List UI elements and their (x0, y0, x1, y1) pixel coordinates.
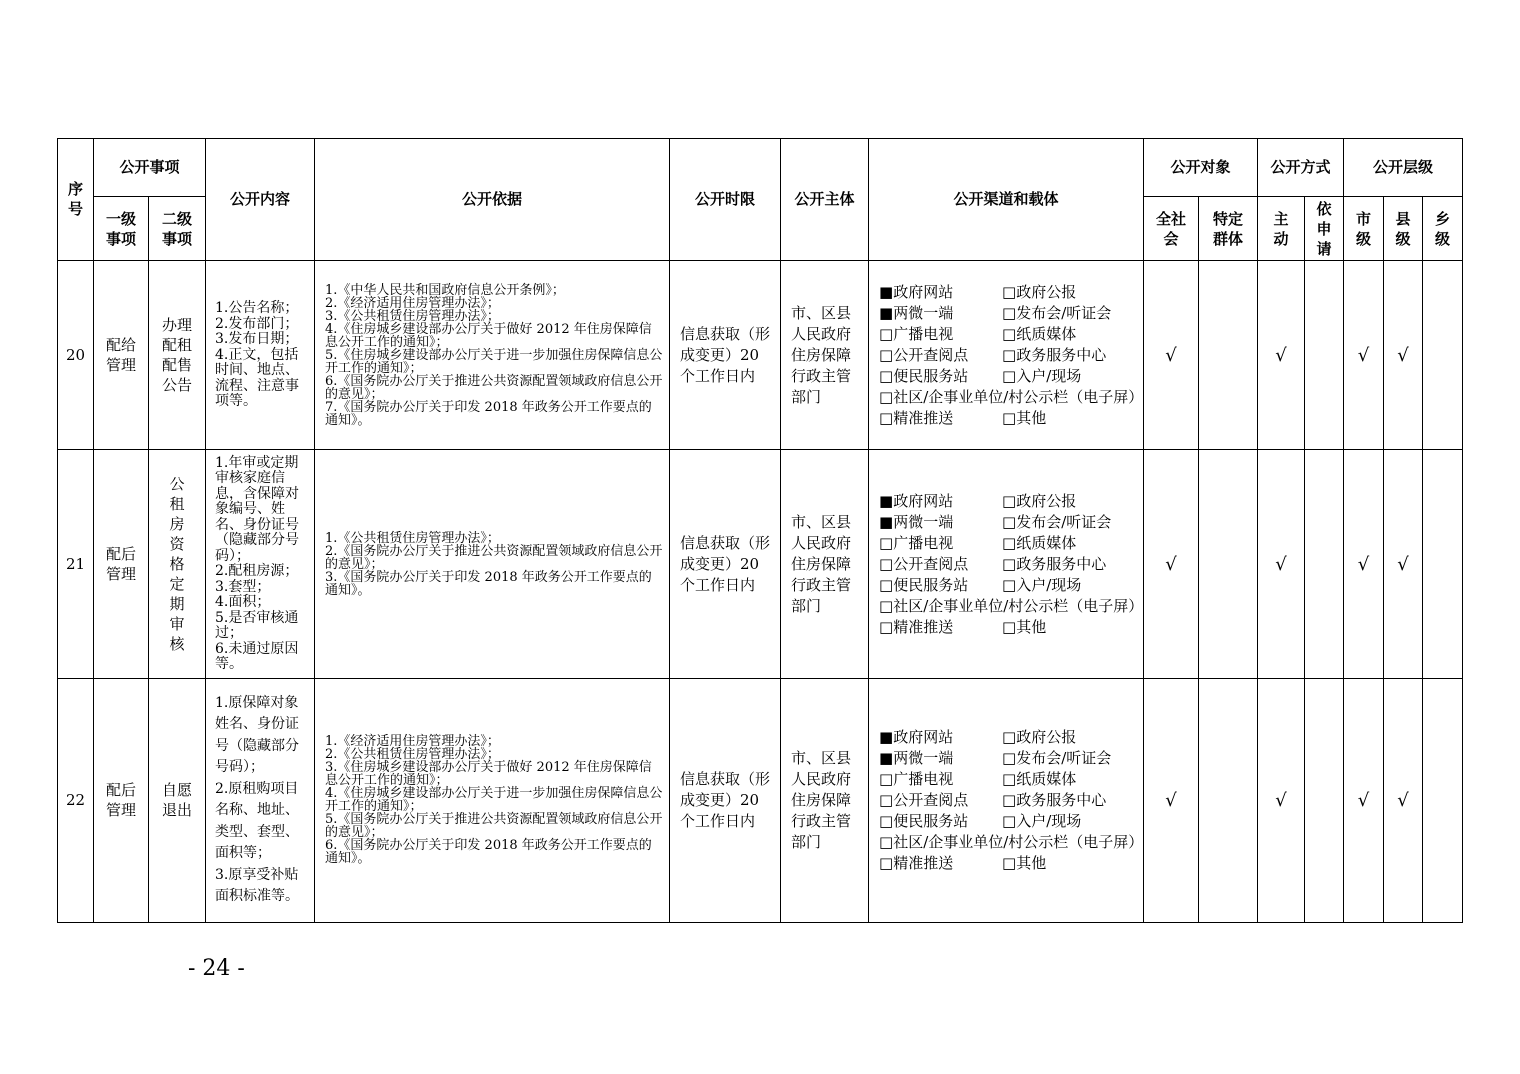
header-t-town: 乡级 (1423, 197, 1463, 261)
row-level2: 自愿退出 (149, 678, 206, 922)
check-t-town (1423, 450, 1463, 678)
header-aud-all: 全社会 (1144, 197, 1199, 261)
row-content: 1.年审或定期审核家庭信息，含保障对象编号、姓名、身份证号（隐藏部分号码）； 2.配租房源； 3.套型； 4.面积； 5.是否审核通过； 6.未通过原因等。 (206, 450, 315, 678)
check-t-town (1423, 678, 1463, 922)
check-t-city: √ (1344, 261, 1384, 450)
row-content: 1.原保障对象姓名、身份证号（隐藏部分号码）； 2.原租购项目名称、地址、类型、套型、面积等； 3.原享受补贴面积标准等。 (206, 678, 315, 922)
check-aud-all: √ (1144, 261, 1199, 450)
header-row-1 (58, 139, 1463, 197)
row-seq: 22 (58, 678, 94, 922)
row-subject: 市、区县人民政府住房保障行政主管部门 (781, 450, 869, 678)
check-aud-all: √ (1144, 450, 1199, 678)
check-m-request (1305, 678, 1344, 922)
row-subject: 市、区县人民政府住房保障行政主管部门 (781, 678, 869, 922)
check-t-county: √ (1384, 678, 1423, 922)
row-basis: 1.《公共租赁住房管理办法》； 2.《国务院办公厅关于推进公共资源配置领域政府信息公开的意见》； 3.《国务院办公厅关于印发 2018 年政务公开工作要点的通知》。 (315, 450, 670, 678)
row-level1: 配给管理 (94, 261, 149, 450)
row-seq: 20 (58, 261, 94, 450)
check-t-county: √ (1384, 261, 1423, 450)
header-m-request: 依申请 (1305, 197, 1344, 261)
header-matter: 公开事项 (94, 139, 206, 197)
header-content: 公开内容 (206, 139, 315, 261)
row-time-limit: 信息获取（形成变更）20个工作日内 (670, 450, 781, 678)
header-m-active: 主动 (1258, 197, 1305, 261)
row-channels: ■政府网站 □政府公报 ■两微一端 □发布会/听证会 □广播电视 □纸质媒体 □公开查阅点 □政务服务中心 □便民服务站 □入户/现场 □社区/企事业单位/村公示栏（电子屏） □精准推送 □其他 (869, 261, 1144, 450)
check-t-town (1423, 261, 1463, 450)
check-t-county: √ (1384, 450, 1423, 678)
row-level1: 配后管理 (94, 450, 149, 678)
header-tier: 公开层级 (1344, 139, 1463, 197)
check-m-active: √ (1258, 678, 1305, 922)
row-subject: 市、区县人民政府住房保障行政主管部门 (781, 261, 869, 450)
header-method: 公开方式 (1258, 139, 1344, 197)
disclosure-table (57, 138, 1463, 923)
check-aud-all: √ (1144, 678, 1199, 922)
header-basis: 公开依据 (315, 139, 670, 261)
page-number: - 24 - (188, 956, 245, 981)
check-aud-group (1199, 450, 1258, 678)
table-row (58, 261, 1463, 450)
header-t-county: 县级 (1384, 197, 1423, 261)
header-aud-group: 特定群体 (1199, 197, 1258, 261)
check-m-request (1305, 450, 1344, 678)
row-basis: 1.《中华人民共和国政府信息公开条例》； 2.《经济适用住房管理办法》； 3.《公共租赁住房管理办法》； 4.《住房城乡建设部办公厅关于做好 2012 年住房保障信息公开工作的通知》； 5.《住房城乡建设部办公厅关于进一步加强住房保障信息公开工作的通知》； 6.《国务院办公厅关于推进公共资源配置领域政府信息公开的意见》； 7.《国务院办公厅关于印发 2018 年政务公开工作要点的通知》。 (315, 261, 670, 450)
row-seq: 21 (58, 450, 94, 678)
row-time-limit: 信息获取（形成变更）20个工作日内 (670, 261, 781, 450)
header-subject: 公开主体 (781, 139, 869, 261)
table-row (58, 450, 1463, 678)
row-level2: 公租房资格定期审核 (149, 450, 206, 678)
header-level1: 一级事项 (94, 197, 149, 261)
check-aud-group (1199, 678, 1258, 922)
check-m-request (1305, 261, 1344, 450)
table-row (58, 678, 1463, 922)
header-time-limit: 公开时限 (670, 139, 781, 261)
check-aud-group (1199, 261, 1258, 450)
row-channels: ■政府网站 □政府公报 ■两微一端 □发布会/听证会 □广播电视 □纸质媒体 □公开查阅点 □政务服务中心 □便民服务站 □入户/现场 □社区/企事业单位/村公示栏（电子屏） □精准推送 □其他 (869, 678, 1144, 922)
check-m-active: √ (1258, 261, 1305, 450)
header-audience: 公开对象 (1144, 139, 1258, 197)
header-t-city: 市级 (1344, 197, 1384, 261)
check-t-city: √ (1344, 450, 1384, 678)
row-content: 1.公告名称； 2.发布部门； 3.发布日期； 4.正文，包括时间、地点、流程、注意事项等。 (206, 261, 315, 450)
row-level2: 办理配租配售公告 (149, 261, 206, 450)
row-basis: 1.《经济适用住房管理办法》； 2.《公共租赁住房管理办法》； 3.《住房城乡建设部办公厅关于做好 2012 年住房保障信息公开工作的通知》； 4.《住房城乡建设部办公厅关于进一步加强住房保障信息公开工作的通知》； 5.《国务院办公厅关于推进公共资源配置领域政府信息公开的意见》； 6.《国务院办公厅关于印发 2018 年政务公开工作要点的通知》。 (315, 678, 670, 922)
header-level2: 二级事项 (149, 197, 206, 261)
row-time-limit: 信息获取（形成变更）20个工作日内 (670, 678, 781, 922)
check-m-active: √ (1258, 450, 1305, 678)
row-level1: 配后管理 (94, 678, 149, 922)
header-channels: 公开渠道和载体 (869, 139, 1144, 261)
row-channels: ■政府网站 □政府公报 ■两微一端 □发布会/听证会 □广播电视 □纸质媒体 □公开查阅点 □政务服务中心 □便民服务站 □入户/现场 □社区/企事业单位/村公示栏（电子屏） □精准推送 □其他 (869, 450, 1144, 678)
header-seq: 序号 (58, 139, 94, 261)
check-t-city: √ (1344, 678, 1384, 922)
